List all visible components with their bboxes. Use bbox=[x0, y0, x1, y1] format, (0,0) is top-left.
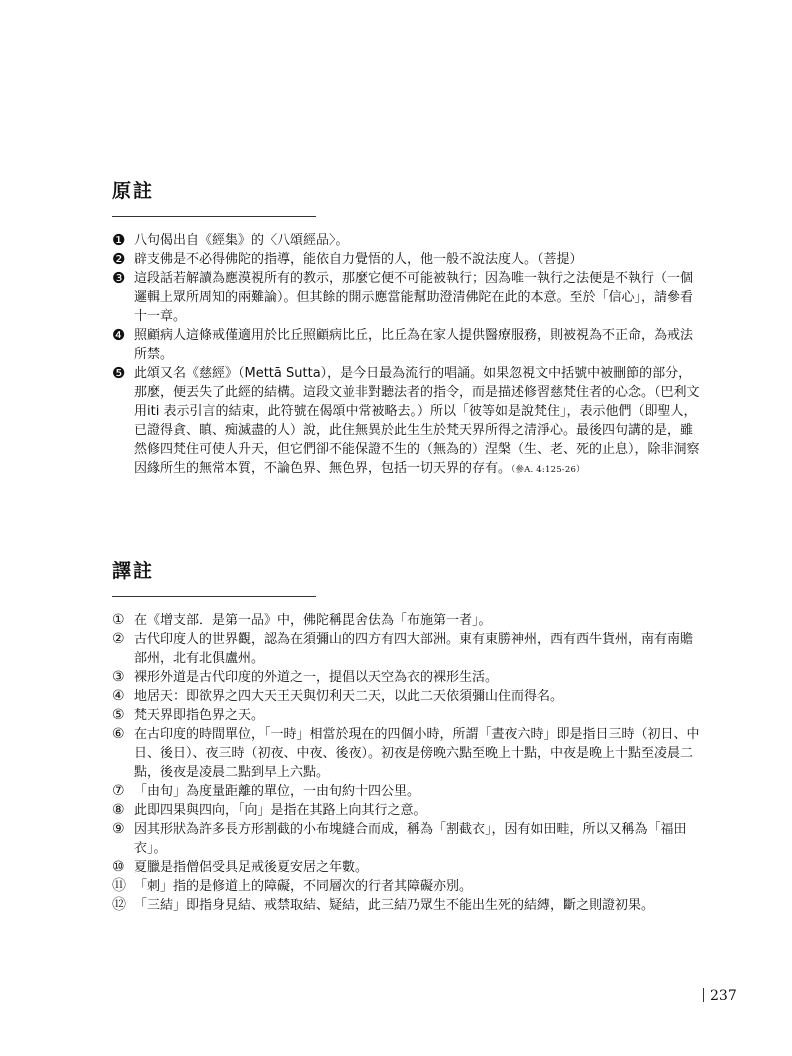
heading-rule bbox=[112, 216, 316, 217]
note-item bbox=[112, 858, 702, 877]
note-text: 「由旬」為度量距離的單位，一由旬約十四公里。 bbox=[134, 784, 421, 799]
note-item bbox=[112, 326, 702, 364]
note-item bbox=[112, 820, 702, 858]
note-text: 在《增支部．是第一品》中，佛陀稱毘舍佉為「布施第一者」。 bbox=[134, 613, 492, 628]
note-item bbox=[112, 782, 702, 801]
heading-rule bbox=[112, 596, 316, 597]
note-text: 「三結」即指身見結、戒禁取結、疑結，此三結乃眾生不能出生死的結縛，斷之則證初果。 bbox=[134, 898, 655, 913]
note-text: 夏臘是指僧侶受具足戒後夏安居之年數。 bbox=[134, 860, 369, 875]
page-number bbox=[703, 988, 737, 1004]
note-item bbox=[112, 269, 702, 326]
page-number-text: 237 bbox=[710, 988, 737, 1004]
note-text: 古代印度人的世界觀，認為在須彌山的四方有四大部洲。東有東勝神州，西有西牛貨州，南有南贍部州，北有北俱盧州。 bbox=[134, 632, 694, 666]
note-item bbox=[112, 687, 702, 706]
note-item bbox=[112, 630, 702, 668]
note-marker: ❷ bbox=[112, 250, 126, 268]
note-text: 在古印度的時間單位，「一時」相當於現在的四個小時，所謂「晝夜六時」即是指日三時（初日、中日、後日）、夜三時（初夜、中夜、後夜）。初夜是傍晚六點至晚上十點，中夜是晚上十點至凌晨二點，後夜是凌晨二點到早上六點。 bbox=[134, 727, 700, 780]
note-text: 照顧病人這條戒僅適用於比丘照顧病比丘，比丘為在家人提供醫療服務，則被視為不正命，為戒法所禁。 bbox=[134, 328, 694, 362]
note-item bbox=[112, 250, 702, 269]
note-item bbox=[112, 668, 702, 687]
note-text: 辟支佛是不必得佛陀的指導，能依自力覺悟的人，他一般不說法度人。（菩提） bbox=[134, 252, 583, 267]
note-marker: ⑧ bbox=[112, 802, 125, 818]
note-reference: （參A. 4:125-26） bbox=[511, 465, 585, 475]
note-marker: ⑦ bbox=[112, 783, 125, 799]
note-item bbox=[112, 706, 702, 725]
note-text: 此即四果與四向，「向」是指在其路上向其行之意。 bbox=[134, 803, 427, 818]
note-text: 裸形外道是古代印度的外道之一，提倡以天空為衣的裸形生活。 bbox=[134, 670, 499, 685]
note-marker: ❸ bbox=[112, 269, 126, 287]
note-marker: ④ bbox=[112, 688, 125, 704]
note-marker: ❺ bbox=[112, 364, 126, 382]
note-text: 八句偈出自《經集》的〈八頌經品〉。 bbox=[134, 233, 349, 248]
page-number-divider bbox=[703, 988, 704, 1002]
note-marker: ⑫ bbox=[112, 897, 126, 913]
note-text: 此頌又名《慈經》（Mettā Sutta），是今日最為流行的唱誦。如果忽視文中括號中被刪節的部分，那麼，便丟失了此經的結構。這段文並非對聽法者的指令，而是描述修習慈梵住者的心念。（巴利文用iti 表示引言的結束，此符號在偈頌中常被略去。）所以「彼等如是說梵住」，表示他們（即聖人，已證得貪、瞋、痴滅盡的人）說，此住無異於此生生於梵天界所得之清淨心。最後四句講的是，雖然修四梵住可使人升天，但它們卻不能保證不生的（無為的）涅槃（生、老、死的止息），除非洞察因緣所生的無常本質，不論色界、無色界，包括一切天界的存有。 bbox=[134, 366, 700, 476]
note-marker: ① bbox=[112, 612, 125, 628]
original-notes-section bbox=[112, 178, 702, 480]
note-item bbox=[112, 231, 702, 250]
note-item bbox=[112, 364, 702, 480]
note-marker: ③ bbox=[112, 669, 125, 685]
note-item bbox=[112, 611, 702, 630]
translator-notes-list bbox=[112, 611, 702, 915]
note-marker: ❹ bbox=[112, 326, 126, 344]
note-text: 地居天：即欲界之四大天王天與忉利天二天，以此二天依須彌山住而得名。 bbox=[134, 689, 564, 704]
note-marker: ⑤ bbox=[112, 707, 125, 723]
note-text: 「刺」指的是修道上的障礙，不同層次的行者其障礙亦別。 bbox=[134, 879, 473, 894]
note-marker: ⑨ bbox=[112, 821, 125, 837]
note-marker: ⑩ bbox=[112, 859, 125, 875]
original-notes-heading: 原註 bbox=[112, 180, 155, 202]
translator-notes-heading: 譯註 bbox=[112, 560, 155, 582]
note-text: 梵天界即指色界之天。 bbox=[134, 708, 265, 723]
translator-notes-section bbox=[112, 558, 702, 915]
note-marker: ⑥ bbox=[112, 726, 125, 742]
note-item bbox=[112, 877, 702, 896]
note-item bbox=[112, 801, 702, 820]
original-notes-list bbox=[112, 231, 702, 480]
note-text: 這段話若解讀為應漠視所有的教示，那麼它便不可能被執行；因為唯一執行之法便是不執行（一個邏輯上眾所周知的兩難論）。但其餘的開示應當能幫助澄清佛陀在此的本意。至於「信心」，請參看十一章。 bbox=[134, 271, 694, 324]
note-item bbox=[112, 725, 702, 782]
note-item bbox=[112, 896, 702, 915]
note-marker: ❶ bbox=[112, 231, 126, 249]
note-marker: ② bbox=[112, 631, 125, 647]
note-text: 因其形狀為許多長方形割截的小布塊縫合而成，稱為「割截衣」，因有如田畦，所以又稱為「福田衣」。 bbox=[134, 822, 687, 856]
note-marker: ⑪ bbox=[112, 878, 126, 894]
